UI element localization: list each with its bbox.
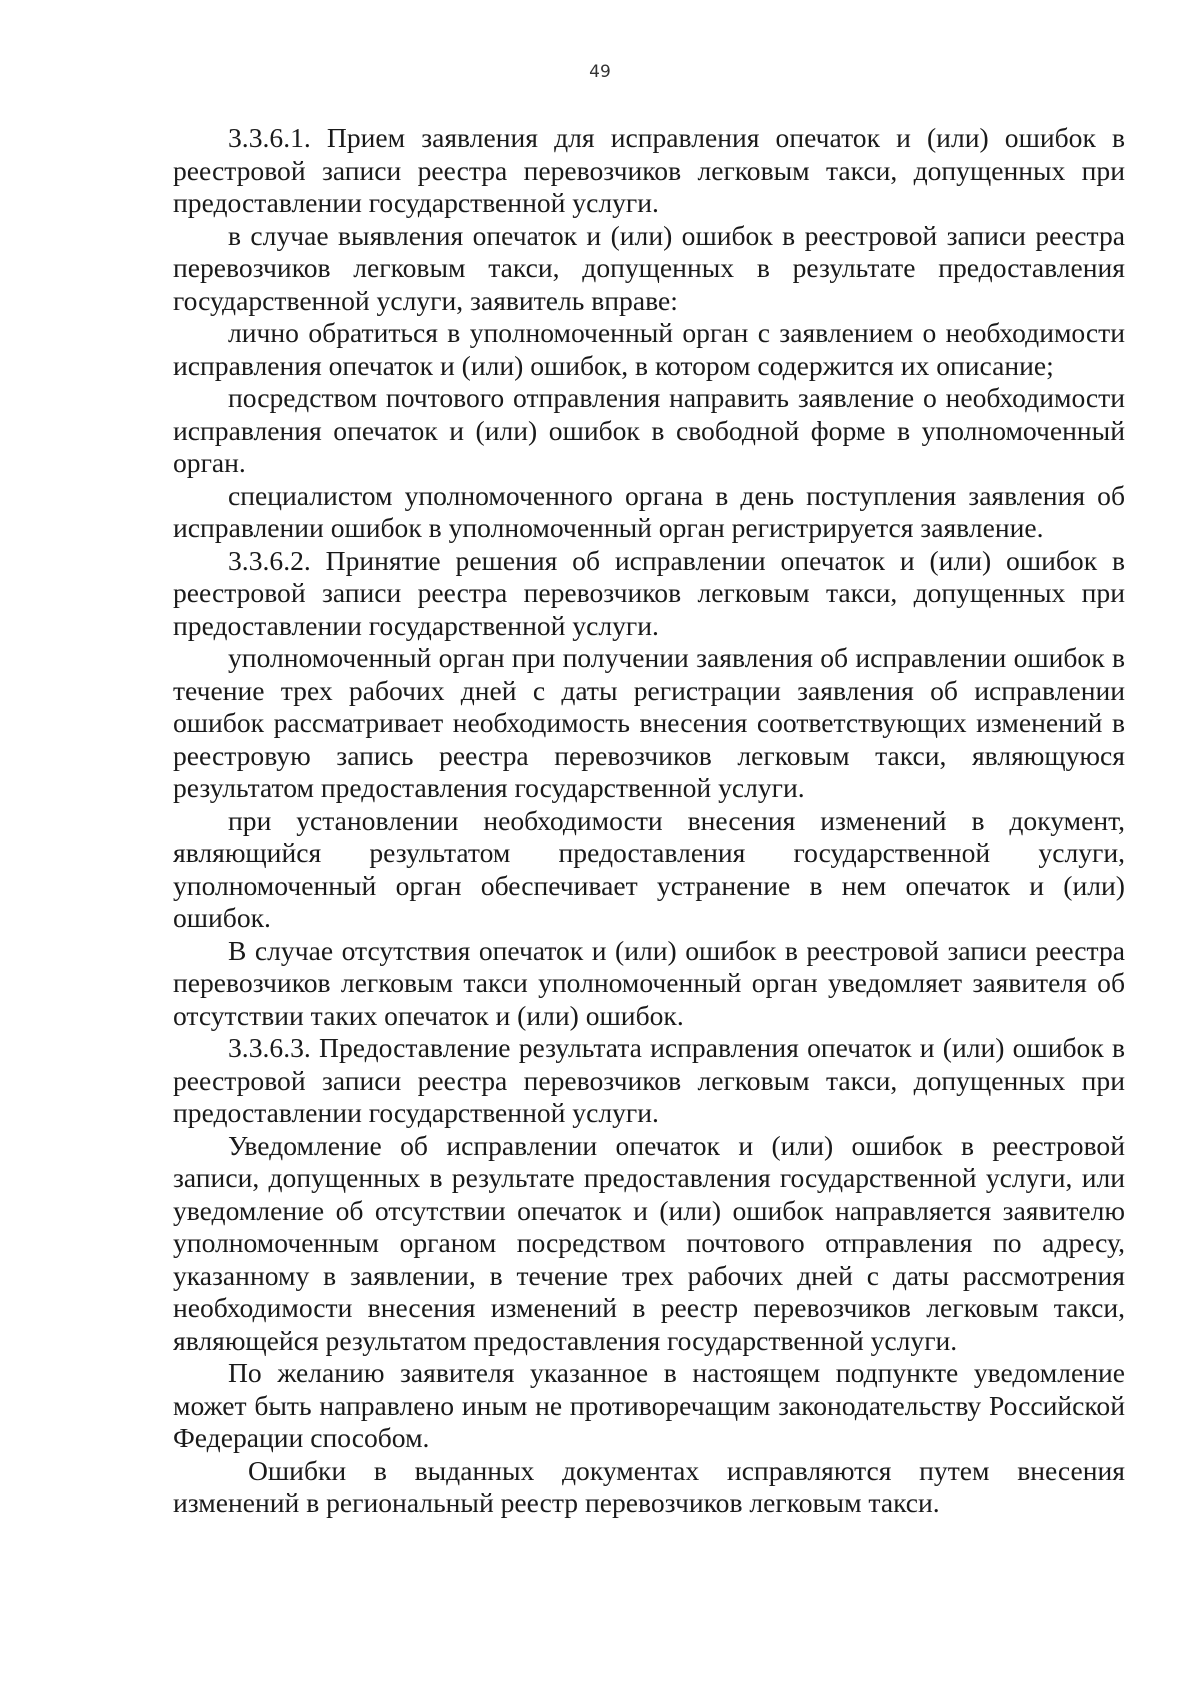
paragraph-review-period: уполномоченный орган при получении заявления об исправлении ошибок в течение трех рабочих дней с даты регистрации заявления об исправлении ошибок рассматривает необходимость внесения соответствующих изменений в реестровую запись реестра перевозчиков легковым такси, являющуюся результатом предоставления государственной услуги. — [173, 642, 1125, 803]
paragraph-3-3-6-3-heading: 3.3.6.3. Предоставление результата исправления опечаток и (или) ошибок в реестровой записи реестра перевозчиков легковым такси, допущенных при предоставлении государственной услуги. — [173, 1032, 1125, 1128]
paragraph-apply-by-mail: посредством почтового отправления направить заявление о необходимости исправления опечаток и (или) ошибок в свободной форме в уполномоченный орган. — [173, 382, 1125, 478]
paragraph-registration: специалистом уполномоченного органа в день поступления заявления об исправлении ошибок в уполномоченный орган регистрируется заявление. — [173, 479, 1125, 543]
paragraph-issued-documents: Ошибки в выданных документах исправляются путем внесения изменений в региональный реестр перевозчиков легковым такси. — [173, 1454, 1125, 1518]
paragraph-3-3-6-2-heading: 3.3.6.2. Принятие решения об исправлении опечаток и (или) ошибок в реестровой записи реестра перевозчиков легковым такси, допущенных при предоставлении государственной услуги. — [173, 544, 1125, 641]
paragraph-errors-detected: в случае выявления опечаток и (или) ошибок в реестровой записи реестра перевозчиков легковым такси, допущенных в результате предоставления государственной услуги, заявитель вправе: — [173, 219, 1125, 316]
page-number: 49 — [589, 62, 611, 82]
paragraph-notification: Уведомление об исправлении опечаток и (или) ошибок в реестровой записи, допущенных в результате предоставления государственной услуги, или уведомление об отсутствии опечаток и (или) ошибок направляется заявителю уполномоченным органом посредством почтового отправления по адресу, указанному в заявлении, в течение трех рабочих дней с даты рассмотрения необходимости внесения изменений в реестр перевозчиков легковым такси, являющейся результатом предоставления государственной услуги. — [173, 1129, 1125, 1356]
paragraph-no-errors: В случае отсутствия опечаток и (или) ошибок в реестровой записи реестра перевозчиков легковым такси уполномоченный орган уведомляет заявителя об отсутствии таких опечаток и (или) ошибок. — [173, 934, 1125, 1031]
document-body — [173, 122, 1125, 1520]
paragraph-other-method: По желанию заявителя указанное в настоящем подпункте уведомление может быть направлено иным не противоречащим законодательству Российской Федерации способом. — [173, 1357, 1125, 1453]
paragraph-3-3-6-1-heading: 3.3.6.1. Прием заявления для исправления опечаток и (или) ошибок в реестровой записи реестра перевозчиков легковым такси, допущенных при предоставлении государственной услуги. — [173, 122, 1125, 218]
paragraph-apply-in-person: лично обратиться в уполномоченный орган с заявлением о необходимости исправления опечаток и (или) ошибок, в котором содержится их описание; — [173, 317, 1125, 381]
paragraph-correction: при установлении необходимости внесения изменений в документ, являющийся результатом предоставления государственной услуги, уполномоченный орган обеспечивает устранение в нем опечаток и (или) ошибок. — [173, 804, 1125, 933]
